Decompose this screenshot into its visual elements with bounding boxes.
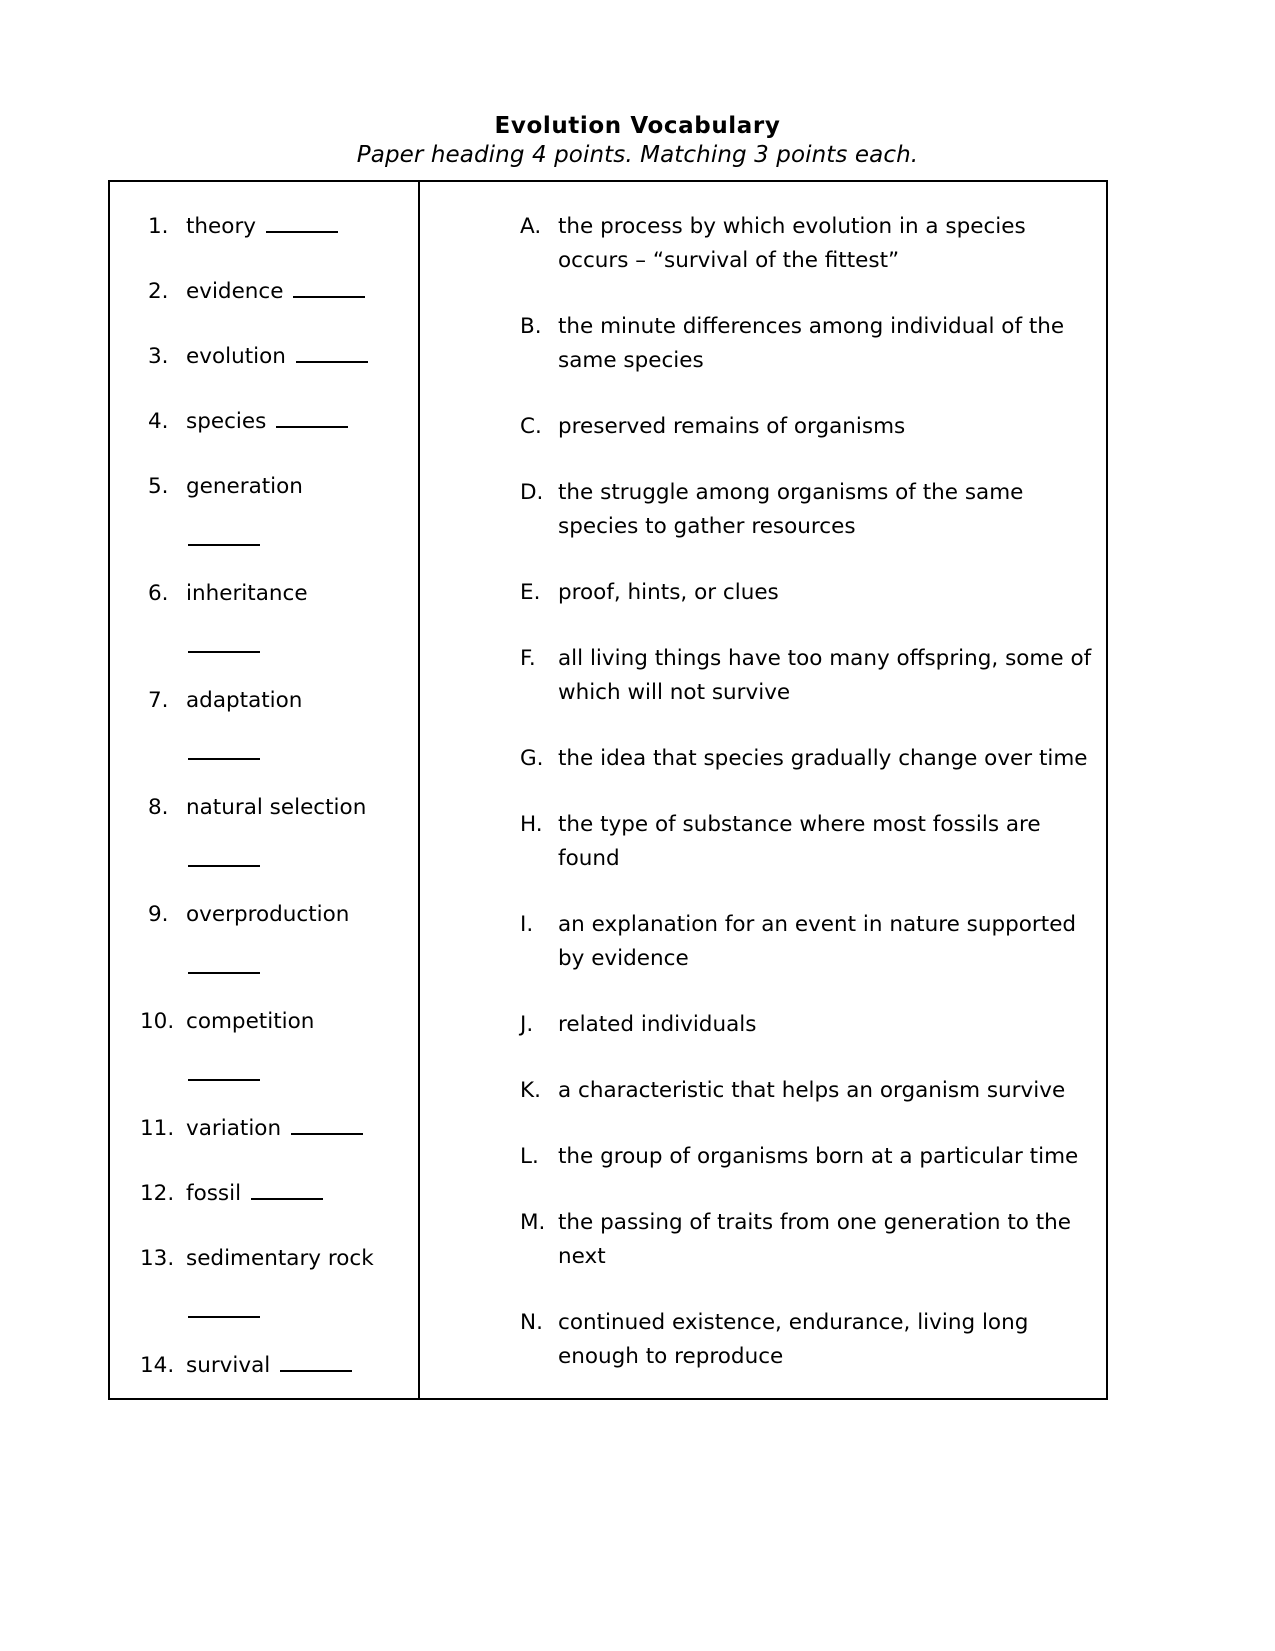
term-number: 13. — [140, 1246, 175, 1271]
definition-row — [420, 1074, 1092, 1108]
definition-text: the idea that species gradually change over time — [558, 746, 1088, 771]
definition-letter: I. — [520, 912, 534, 937]
term-body — [182, 210, 418, 244]
document-heading — [0, 112, 1275, 170]
term-number: 3. — [148, 344, 169, 369]
term-number: 8. — [148, 795, 169, 820]
term-body — [182, 405, 418, 439]
term-word: evolution — [186, 344, 286, 369]
definition-text: related individuals — [558, 1012, 757, 1037]
matching-table — [108, 180, 1108, 1400]
term-row — [110, 470, 418, 546]
definition-letter: C. — [520, 414, 542, 439]
definition-letter: F. — [520, 646, 536, 671]
answer-blank[interactable] — [276, 410, 348, 428]
term-word: sedimentary rock — [186, 1246, 374, 1271]
answer-blank[interactable] — [188, 740, 260, 760]
definitions-column — [420, 182, 1106, 1398]
definition-text: the passing of traits from one generation to the next — [558, 1210, 1072, 1269]
term-word: fossil — [186, 1181, 242, 1206]
term-row — [110, 210, 418, 244]
answer-blank[interactable] — [280, 1354, 352, 1372]
term-row — [110, 1112, 418, 1146]
term-row — [110, 275, 418, 309]
term-word: natural selection — [186, 795, 367, 820]
term-number: 10. — [140, 1009, 175, 1034]
term-number: 14. — [140, 1353, 175, 1378]
term-row — [110, 684, 418, 760]
term-word: survival — [186, 1353, 271, 1378]
definition-text: proof, hints, or clues — [558, 580, 779, 605]
definition-row — [420, 742, 1092, 776]
answer-blank[interactable] — [296, 345, 368, 363]
term-body — [182, 684, 418, 760]
term-number: 6. — [148, 581, 169, 606]
definition-text: preserved remains of organisms — [558, 414, 906, 439]
term-body — [182, 340, 418, 374]
term-row — [110, 577, 418, 653]
term-row — [110, 1349, 418, 1383]
definition-row — [420, 410, 1092, 444]
answer-blank[interactable] — [291, 1117, 363, 1135]
definition-letter: L. — [520, 1144, 539, 1169]
definition-row — [420, 310, 1092, 378]
term-word: adaptation — [186, 688, 303, 713]
definition-row — [420, 642, 1092, 710]
definition-row — [420, 1008, 1092, 1042]
definition-text: the minute differences among individual of the same species — [558, 314, 1065, 373]
term-body — [182, 791, 418, 867]
term-row — [110, 1242, 418, 1318]
definition-text: the process by which evolution in a species occurs – “survival of the fittest” — [558, 214, 1026, 273]
term-body — [182, 1177, 418, 1211]
definition-text: the group of organisms born at a particular time — [558, 1144, 1079, 1169]
definition-text: all living things have too many offspring, some of which will not survive — [558, 646, 1092, 705]
term-word: competition — [186, 1009, 315, 1034]
answer-blank[interactable] — [293, 280, 365, 298]
answer-blank[interactable] — [251, 1182, 323, 1200]
term-body — [182, 275, 418, 309]
definition-row — [420, 1206, 1092, 1274]
term-number: 9. — [148, 902, 169, 927]
term-row — [110, 340, 418, 374]
term-row — [110, 1005, 418, 1081]
definition-row — [420, 476, 1092, 544]
definition-letter: H. — [520, 812, 543, 837]
definition-row — [420, 908, 1092, 976]
answer-blank[interactable] — [188, 1061, 260, 1081]
term-word: generation — [186, 474, 303, 499]
definition-row — [420, 1306, 1092, 1374]
definition-letter: K. — [520, 1078, 541, 1103]
term-body — [182, 470, 418, 546]
term-number: 12. — [140, 1181, 175, 1206]
term-word: variation — [186, 1116, 282, 1141]
term-number: 4. — [148, 409, 169, 434]
definition-letter: J. — [520, 1012, 534, 1037]
definition-letter: N. — [520, 1310, 543, 1335]
definition-text: a characteristic that helps an organism survive — [558, 1078, 1066, 1103]
term-word: species — [186, 409, 267, 434]
terms-column — [110, 182, 420, 1398]
answer-blank[interactable] — [266, 215, 338, 233]
term-word: inheritance — [186, 581, 308, 606]
definition-text: the type of substance where most fossils are found — [558, 812, 1041, 871]
term-body — [182, 577, 418, 653]
term-row — [110, 405, 418, 439]
term-row — [110, 1177, 418, 1211]
definition-text: the struggle among organisms of the same species to gather resources — [558, 480, 1024, 539]
answer-blank[interactable] — [188, 954, 260, 974]
answer-blank[interactable] — [188, 633, 260, 653]
term-body — [182, 1112, 418, 1146]
term-word: evidence — [186, 279, 284, 304]
term-number: 2. — [148, 279, 169, 304]
term-number: 5. — [148, 474, 169, 499]
term-body — [182, 1349, 418, 1383]
definition-letter: B. — [520, 314, 542, 339]
definition-row — [420, 210, 1092, 278]
answer-blank[interactable] — [188, 526, 260, 546]
term-number: 1. — [148, 214, 169, 239]
term-number: 7. — [148, 688, 169, 713]
definition-letter: M. — [520, 1210, 546, 1235]
term-row — [110, 791, 418, 867]
definition-row — [420, 1140, 1092, 1174]
definition-letter: D. — [520, 480, 544, 505]
page-title: Evolution Vocabulary — [494, 113, 781, 139]
term-body — [182, 1005, 418, 1081]
answer-blank[interactable] — [188, 847, 260, 867]
term-body — [182, 1242, 418, 1318]
term-word: theory — [186, 214, 257, 239]
term-word: overproduction — [186, 902, 350, 927]
term-row — [110, 898, 418, 974]
definition-row — [420, 576, 1092, 610]
term-body — [182, 898, 418, 974]
page-subtitle: Paper heading 4 points. Matching 3 points each. — [356, 142, 919, 168]
definition-letter: E. — [520, 580, 541, 605]
answer-blank[interactable] — [188, 1298, 260, 1318]
definition-row — [420, 808, 1092, 876]
term-number: 11. — [140, 1116, 175, 1141]
definition-text: continued existence, endurance, living long enough to reproduce — [558, 1310, 1029, 1369]
definition-letter: G. — [520, 746, 544, 771]
definition-letter: A. — [520, 214, 542, 239]
definition-text: an explanation for an event in nature supported by evidence — [558, 912, 1077, 971]
